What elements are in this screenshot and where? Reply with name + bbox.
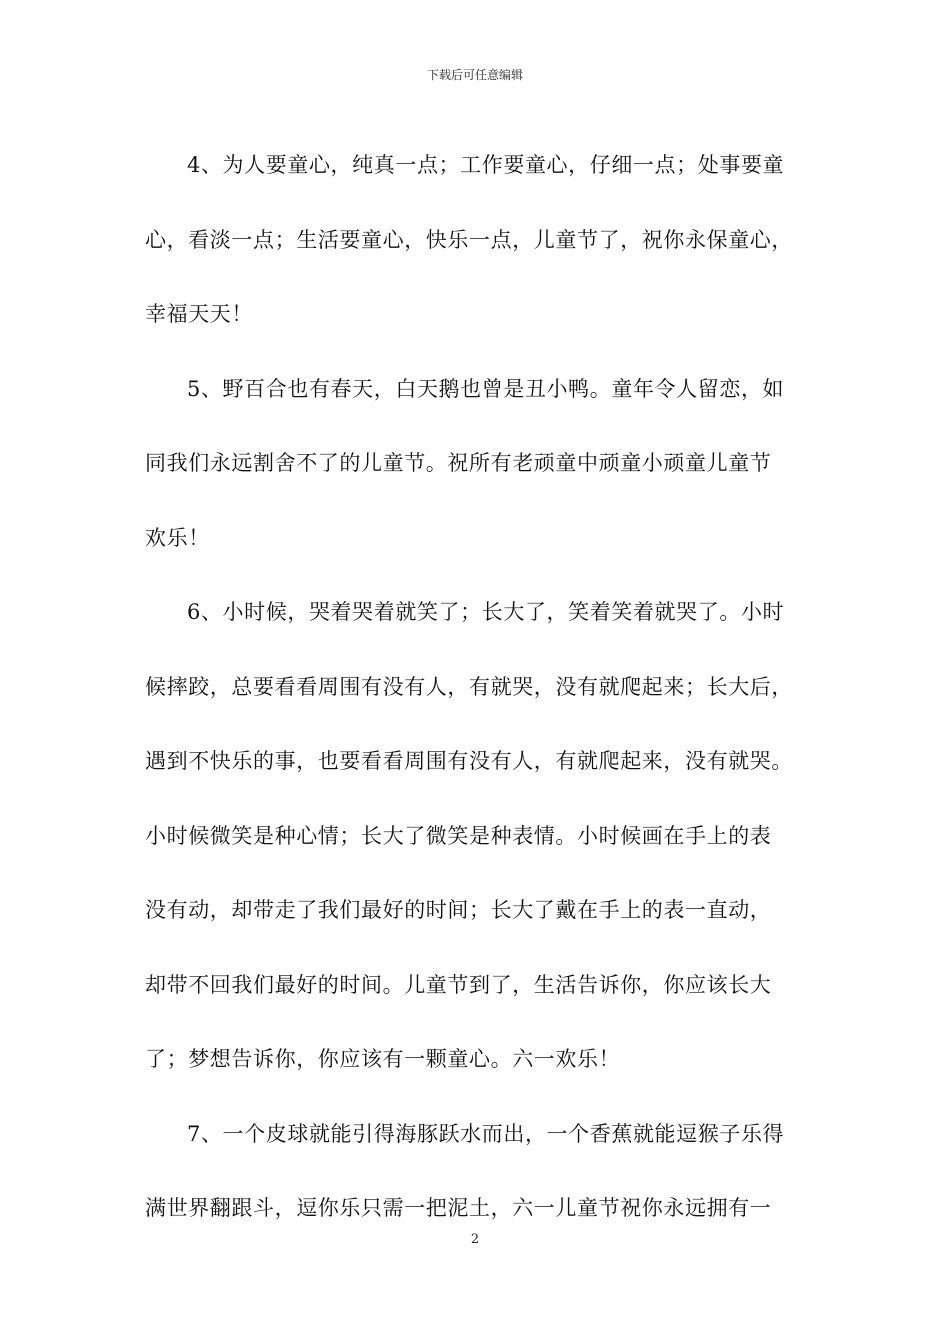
text-line: 满世界翻跟斗，逗你乐只需一把泥土，六一儿童节祝你永远拥有一	[145, 1196, 772, 1220]
text-line: 小时候微笑是种心情；长大了微笑是种表情。小时候画在手上的表	[145, 823, 772, 848]
text-line: 6、小时候，哭着哭着就笑了；长大了，笑着笑着就哭了。小时	[187, 600, 785, 624]
text-line: 候摔跤，总要看看周围有没有人，有就哭，没有就爬起来；长大后，	[145, 674, 793, 699]
text-line: 7、一个皮球就能引得海豚跃水而出，一个香蕉就能逗猴子乐得	[187, 1121, 785, 1146]
paragraph-5	[145, 352, 807, 576]
text-line: 遇到不快乐的事，也要看看周围有没有人，有就爬起来，没有就哭。	[145, 749, 793, 773]
header-note: 下载后可任意编辑	[426, 68, 523, 82]
text-line: 却带不回我们最好的时间。儿童节到了，生活告诉你，你应该长大	[145, 972, 772, 997]
text-line: 心，看淡一点；生活要童心，快乐一点，儿童节了，祝你永保童心，	[145, 227, 793, 252]
text-line: 幸福天天！	[145, 302, 253, 326]
page-number: 2	[470, 1232, 480, 1247]
document-body	[145, 128, 807, 1246]
text-line: 没有动，却带走了我们最好的时间；长大了戴在手上的表一直动，	[145, 898, 772, 922]
text-line: 5、野百合也有春天，白天鹅也曾是丑小鸭。童年令人留恋，如	[187, 376, 785, 401]
text-line: 了；梦想告诉你，你应该有一颗童心。六一欢乐！	[145, 1047, 621, 1071]
paragraph-6	[145, 575, 807, 1097]
paragraph-7	[145, 1097, 807, 1246]
paragraph-4	[145, 128, 807, 352]
text-line: 同我们永远割舍不了的儿童节。祝所有老顽童中顽童小顽童儿童节	[145, 451, 772, 475]
text-line: 4、为人要童心，纯真一点；工作要童心，仔细一点；处事要童	[187, 153, 785, 177]
text-line: 欢乐！	[145, 525, 210, 550]
